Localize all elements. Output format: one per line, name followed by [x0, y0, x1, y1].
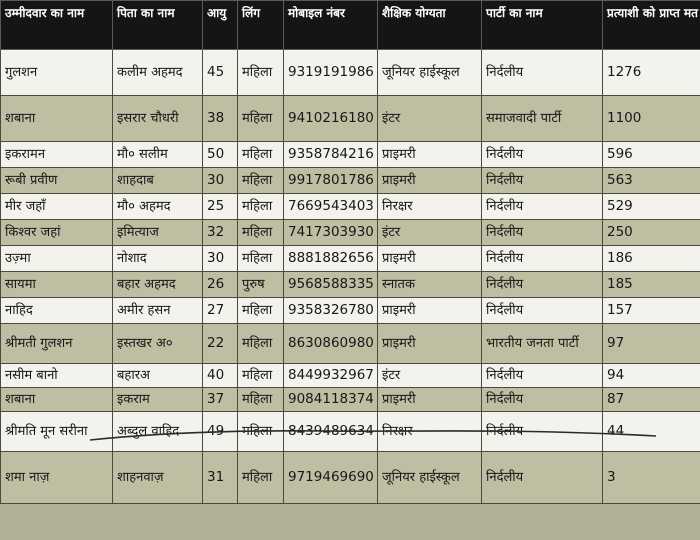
cell-mobile: 7417303930 [284, 220, 378, 246]
cell-votes: 185 [603, 272, 700, 298]
table-row [1, 50, 700, 96]
cell-candidate-name: गुलशन [1, 50, 113, 96]
cell-education: इंटर [378, 220, 482, 246]
cell-gender: महिला [238, 412, 284, 452]
cell-votes: 87 [603, 388, 700, 412]
cell-father-name: मौ० सलीम [113, 142, 203, 168]
cell-candidate-name: रूबी प्रवीण [1, 168, 113, 194]
table-row [1, 142, 700, 168]
cell-gender: महिला [238, 50, 284, 96]
cell-education: निरक्षर [378, 194, 482, 220]
cell-gender: महिला [238, 96, 284, 142]
cell-education: निरक्षर [378, 412, 482, 452]
cell-father-name: कलीम अहमद [113, 50, 203, 96]
cell-party: निर्दलीय [482, 298, 603, 324]
cell-candidate-name: इकरामन [1, 142, 113, 168]
cell-party: भारतीय जनता पार्टी [482, 324, 603, 364]
cell-candidate-name: शमा नाज़ [1, 452, 113, 504]
cell-age: 31 [203, 452, 238, 504]
cell-party: निर्दलीय [482, 168, 603, 194]
cell-mobile: 9410216180 [284, 96, 378, 142]
cell-gender: महिला [238, 298, 284, 324]
cell-gender: महिला [238, 388, 284, 412]
table-row [1, 388, 700, 412]
cell-party: निर्दलीय [482, 412, 603, 452]
cell-father-name: अब्दुल वाहिद [113, 412, 203, 452]
cell-mobile: 7669543403 [284, 194, 378, 220]
cell-candidate-name: नसीम बानो [1, 364, 113, 388]
cell-candidate-name: उज़्मा [1, 246, 113, 272]
cell-candidate-name: शबाना [1, 388, 113, 412]
table-row [1, 96, 700, 142]
cell-gender: महिला [238, 168, 284, 194]
cell-father-name: अमीर हसन [113, 298, 203, 324]
cell-candidate-name: मीर जहाँ [1, 194, 113, 220]
cell-age: 22 [203, 324, 238, 364]
cell-votes: 97 [603, 324, 700, 364]
header-gender: लिंग [238, 1, 284, 50]
cell-education: प्राइमरी [378, 168, 482, 194]
cell-votes: 563 [603, 168, 700, 194]
header-education: शैक्षिक योग्यता [378, 1, 482, 50]
cell-mobile: 9358784216 [284, 142, 378, 168]
cell-gender: महिला [238, 364, 284, 388]
table-row [1, 246, 700, 272]
cell-party: निर्दलीय [482, 388, 603, 412]
table-row [1, 452, 700, 504]
header-age: आयु [203, 1, 238, 50]
cell-age: 30 [203, 168, 238, 194]
cell-party: निर्दलीय [482, 452, 603, 504]
cell-gender: महिला [238, 220, 284, 246]
cell-party: निर्दलीय [482, 194, 603, 220]
cell-party: निर्दलीय [482, 246, 603, 272]
table-row [1, 412, 700, 452]
cell-votes: 529 [603, 194, 700, 220]
cell-age: 25 [203, 194, 238, 220]
cell-mobile: 9917801786 [284, 168, 378, 194]
cell-mobile: 9319191986 [284, 50, 378, 96]
cell-candidate-name: नाहिद [1, 298, 113, 324]
cell-father-name: इकराम [113, 388, 203, 412]
cell-father-name: मौ० अहमद [113, 194, 203, 220]
cell-age: 38 [203, 96, 238, 142]
cell-party: निर्दलीय [482, 220, 603, 246]
cell-gender: महिला [238, 246, 284, 272]
cell-votes: 3 [603, 452, 700, 504]
cell-party: निर्दलीय [482, 364, 603, 388]
cell-mobile: 8449932967 [284, 364, 378, 388]
cell-mobile: 8881882656 [284, 246, 378, 272]
cell-party: निर्दलीय [482, 50, 603, 96]
cell-father-name: शाहदाब [113, 168, 203, 194]
cell-candidate-name: श्रीमती गुलशन [1, 324, 113, 364]
cell-age: 50 [203, 142, 238, 168]
cell-votes: 186 [603, 246, 700, 272]
cell-gender: पुरुष [238, 272, 284, 298]
cell-education: प्राइमरी [378, 298, 482, 324]
header-mobile: मोबाइल नंबर [284, 1, 378, 50]
cell-party: समाजवादी पार्टी [482, 96, 603, 142]
cell-mobile: 8439489634 [284, 412, 378, 452]
cell-votes: 157 [603, 298, 700, 324]
table-row [1, 220, 700, 246]
cell-age: 27 [203, 298, 238, 324]
cell-votes: 1276 [603, 50, 700, 96]
cell-father-name: बहारअ [113, 364, 203, 388]
cell-education: जूनियर हाईस्कूल [378, 452, 482, 504]
cell-father-name: शाहनवाज़ [113, 452, 203, 504]
cell-father-name: नोशाद [113, 246, 203, 272]
cell-votes: 94 [603, 364, 700, 388]
cell-age: 30 [203, 246, 238, 272]
cell-candidate-name: शबाना [1, 96, 113, 142]
cell-party: निर्दलीय [482, 142, 603, 168]
cell-party: निर्दलीय [482, 272, 603, 298]
cell-education: इंटर [378, 364, 482, 388]
cell-education: प्राइमरी [378, 388, 482, 412]
cell-father-name: इस्तखर अ० [113, 324, 203, 364]
cell-mobile: 9084118374 [284, 388, 378, 412]
cell-education: प्राइमरी [378, 142, 482, 168]
header-row [1, 1, 700, 50]
cell-age: 49 [203, 412, 238, 452]
cell-candidate-name: किश्वर जहां [1, 220, 113, 246]
table-row [1, 298, 700, 324]
cell-education: जूनियर हाईस्कूल [378, 50, 482, 96]
cell-father-name: इमित्याज [113, 220, 203, 246]
cell-father-name: बहार अहमद [113, 272, 203, 298]
cell-mobile: 8630860980 [284, 324, 378, 364]
table-row [1, 194, 700, 220]
header-party: पार्टी का नाम [482, 1, 603, 50]
cell-age: 32 [203, 220, 238, 246]
cell-mobile: 9358326780 [284, 298, 378, 324]
cell-mobile: 9568588335 [284, 272, 378, 298]
cell-education: स्नातक [378, 272, 482, 298]
cell-candidate-name: श्रीमति मून सरीना [1, 412, 113, 452]
cell-age: 45 [203, 50, 238, 96]
cell-age: 37 [203, 388, 238, 412]
cell-education: इंटर [378, 96, 482, 142]
cell-candidate-name: सायमा [1, 272, 113, 298]
cell-votes: 596 [603, 142, 700, 168]
cell-age: 40 [203, 364, 238, 388]
table-row [1, 364, 700, 388]
header-father-name: पिता का नाम [113, 1, 203, 50]
header-votes: प्रत्याशी को प्राप्त मत [603, 1, 700, 50]
cell-votes: 250 [603, 220, 700, 246]
cell-gender: महिला [238, 142, 284, 168]
cell-education: प्राइमरी [378, 246, 482, 272]
cell-age: 26 [203, 272, 238, 298]
table-row [1, 324, 700, 364]
cell-votes: 44 [603, 412, 700, 452]
table-row [1, 272, 700, 298]
cell-father-name: इसरार चौधरी [113, 96, 203, 142]
cell-votes: 1100 [603, 96, 700, 142]
table-row [1, 168, 700, 194]
header-candidate-name: उम्मीदवार का नाम [1, 1, 113, 50]
cell-gender: महिला [238, 324, 284, 364]
cell-gender: महिला [238, 194, 284, 220]
cell-mobile: 9719469690 [284, 452, 378, 504]
cell-gender: महिला [238, 452, 284, 504]
cell-education: प्राइमरी [378, 324, 482, 364]
